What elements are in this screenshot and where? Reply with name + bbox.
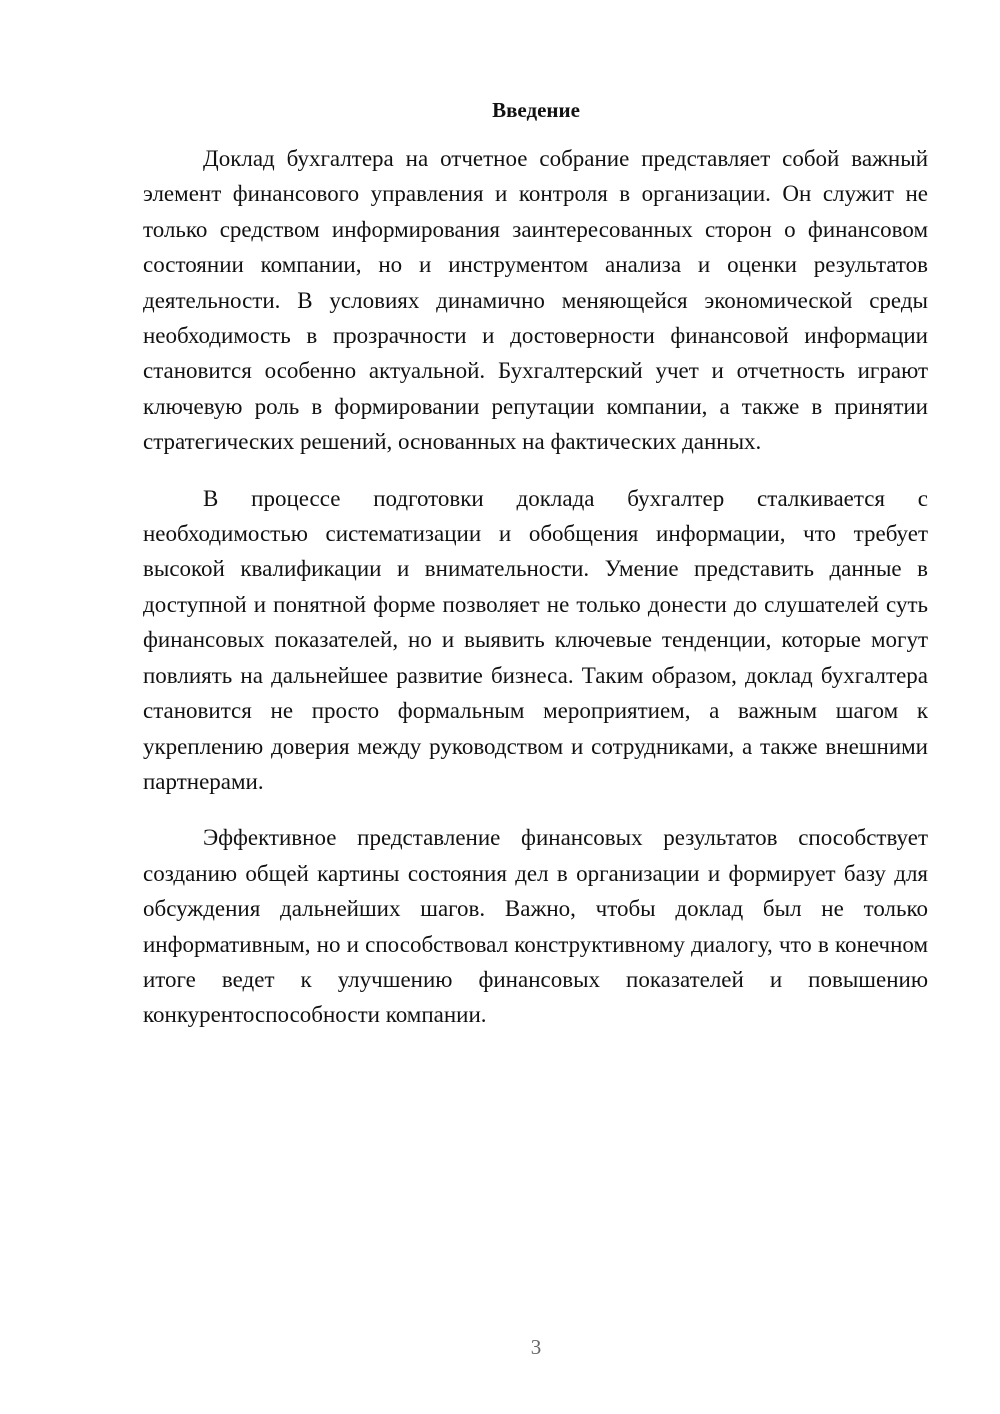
paragraph-1: Доклад бухгалтера на отчетное собрание представляет собой важный элемент финансового управления и контроля в организации. Он служит не только средством информирования заинтересованных сторон о финансовом состоянии компании, но и инструментом анализа и оценки результатов деятельности. В условиях динамично меняющейся экономической среды необходимость в прозрачности и достоверности финансовой информации становится особенно актуальной. Бухгалтерский учет и отчетность играют ключевую роль в формировании репутации компании, а также в принятии стратегических решений, основанных на фактических данных.	[143, 146, 928, 455]
page-number: 3	[530, 1335, 542, 1359]
body-text	[143, 141, 928, 1033]
section-title: Введение	[492, 98, 580, 122]
paragraph-3: Эффективное представление финансовых результатов способствует созданию общей картины состояния дел в организации и формирует базу для обсуждения дальнейших шагов. Важно, чтобы доклад был не только информативным, но и способствовал конструктивному диалогу, что в конечном итоге ведет к улучшению финансовых показателей и повышению конкурентоспособности компании.	[143, 825, 928, 1028]
paragraph-2: В процессе подготовки доклада бухгалтер сталкивается с необходимостью систематизации и обобщения информации, что требует высокой квалификации и внимательности. Умение представить данные в доступной и понятной форме позволяет не только донести до слушателей суть финансовых показателей, но и выявить ключевые тенденции, которые могут повлиять на дальнейшее развитие бизнеса. Таким образом, доклад бухгалтера становится не просто формальным мероприятием, а важным шагом к укреплению доверия между руководством и сотрудниками, а также внешними партнерами.	[143, 485, 928, 794]
